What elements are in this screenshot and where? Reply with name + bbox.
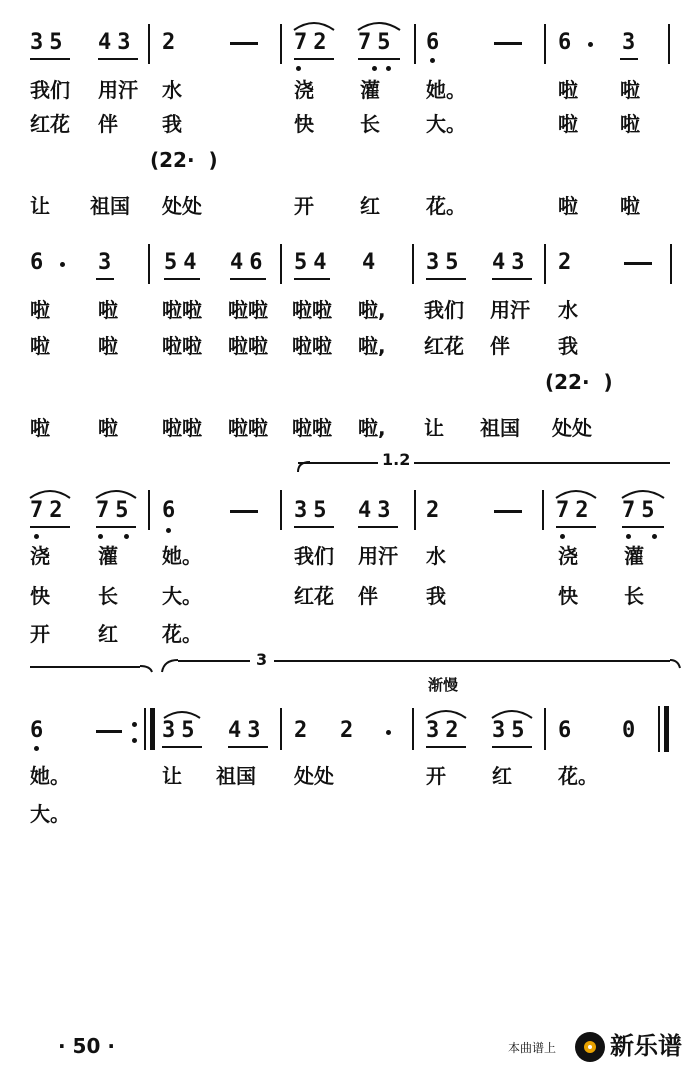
note-group: 43 bbox=[492, 250, 531, 275]
slur bbox=[294, 23, 334, 30]
lyric: 红 bbox=[360, 194, 380, 218]
note-group: 75 bbox=[622, 498, 661, 523]
lyric: 红花 bbox=[424, 334, 464, 358]
slur bbox=[426, 711, 466, 718]
lyric: 啦 bbox=[30, 416, 50, 440]
lyric: 啦啦 bbox=[162, 416, 202, 440]
note-group: 75 bbox=[96, 498, 135, 523]
lyric: 伴 bbox=[98, 112, 118, 136]
lyric: 她。 bbox=[30, 764, 70, 788]
lyric: 啦 bbox=[620, 112, 640, 136]
note-group: 32 bbox=[426, 718, 465, 743]
volta-hook bbox=[162, 660, 178, 672]
parenthetical-notes: (22· ) bbox=[545, 370, 613, 394]
lyric: 水 bbox=[558, 298, 578, 322]
lyric: 啦 bbox=[620, 78, 640, 102]
note: 2 bbox=[558, 250, 572, 275]
lyric: 我们 bbox=[30, 78, 70, 102]
lyric: 花。 bbox=[426, 194, 466, 218]
lyric: 我们 bbox=[424, 298, 464, 322]
lyric: 让 bbox=[30, 194, 50, 218]
lyric: 快 bbox=[30, 584, 50, 608]
lyric: 她。 bbox=[162, 544, 202, 568]
parenthetical-notes: (22· ) bbox=[150, 148, 218, 172]
lyric: 花。 bbox=[558, 764, 598, 788]
volta-hook bbox=[670, 660, 680, 668]
note-group: 72 bbox=[556, 498, 595, 523]
lyric: 啦啦 bbox=[292, 334, 332, 358]
lyric: 啦 bbox=[30, 334, 50, 358]
volta-hook bbox=[298, 462, 310, 472]
note-group: 54 bbox=[294, 250, 333, 275]
note: 2 bbox=[294, 718, 308, 743]
lyric: 红花 bbox=[294, 584, 334, 608]
lyric: 伴 bbox=[490, 334, 510, 358]
volta-label: 1.2 bbox=[382, 450, 411, 469]
note: 2 bbox=[340, 718, 354, 743]
lyric: 长 bbox=[360, 112, 380, 136]
lyric: 灌 bbox=[360, 78, 380, 102]
note-group: 72 bbox=[30, 498, 69, 523]
lyric: 啦 bbox=[30, 298, 50, 322]
volta-label: 3 bbox=[256, 650, 268, 669]
note-group: 35 bbox=[426, 250, 465, 275]
lyric: 我 bbox=[426, 584, 446, 608]
note: 2 bbox=[426, 498, 440, 523]
note-group: 54 bbox=[164, 250, 203, 275]
note-group: 43 bbox=[358, 498, 397, 523]
lyric: 伴 bbox=[358, 584, 378, 608]
lyric: 她。 bbox=[426, 78, 466, 102]
lyric: 啦 bbox=[620, 194, 640, 218]
note: 6 bbox=[558, 30, 572, 55]
note: 3 bbox=[622, 30, 636, 55]
lyric: 快 bbox=[558, 584, 578, 608]
note: 2 bbox=[162, 30, 176, 55]
lyric: 红 bbox=[98, 622, 118, 646]
lyric: 啦 bbox=[558, 194, 578, 218]
lyric: 浇 bbox=[30, 544, 50, 568]
lyric: 处处 bbox=[552, 416, 592, 440]
lyric: 啦 bbox=[558, 112, 578, 136]
lyric: 水 bbox=[162, 78, 182, 102]
lyric: 啦啦 bbox=[292, 416, 332, 440]
lyric: 啦啦 bbox=[162, 298, 202, 322]
slur bbox=[492, 711, 532, 718]
lyric: 啦, bbox=[358, 416, 386, 440]
slur bbox=[556, 491, 596, 498]
lyric: 大。 bbox=[426, 112, 466, 136]
lyric: 用汗 bbox=[358, 544, 398, 568]
site-caption: 本曲谱上 bbox=[508, 1041, 557, 1055]
lyric: 啦, bbox=[358, 298, 386, 322]
volta-hook bbox=[140, 666, 152, 672]
lyric: 我 bbox=[558, 334, 578, 358]
lyric: 红花 bbox=[30, 112, 70, 136]
lyric: 让 bbox=[424, 416, 444, 440]
lyric: 啦啦 bbox=[292, 298, 332, 322]
lyric: 处处 bbox=[294, 764, 334, 788]
lyric: 啦, bbox=[358, 334, 386, 358]
slur bbox=[358, 23, 400, 30]
note-group: 46 bbox=[230, 250, 269, 275]
lyric: 大。 bbox=[162, 584, 202, 608]
lyric: 祖国 bbox=[216, 764, 256, 788]
lyric: 啦啦 bbox=[228, 298, 268, 322]
lyric: 灌 bbox=[98, 544, 118, 568]
note-group: 35 bbox=[294, 498, 333, 523]
lyric: 水 bbox=[426, 544, 446, 568]
lyric: 我们 bbox=[294, 544, 334, 568]
lyric: 啦啦 bbox=[228, 334, 268, 358]
note: 6 bbox=[30, 250, 44, 275]
note: 0 bbox=[622, 718, 636, 743]
lyric: 我 bbox=[162, 112, 182, 136]
lyric: 花。 bbox=[162, 622, 202, 646]
lyric: 啦 bbox=[558, 78, 578, 102]
lyric: 啦啦 bbox=[162, 334, 202, 358]
lyric: 开 bbox=[30, 622, 50, 646]
note: 4 bbox=[362, 250, 376, 275]
site-logo-text[interactable]: 新乐谱 bbox=[610, 1032, 682, 1060]
slur bbox=[622, 491, 664, 498]
slur bbox=[30, 491, 70, 498]
note: 3 bbox=[98, 250, 112, 275]
note: 6 bbox=[30, 718, 44, 743]
lyric: 大。 bbox=[30, 802, 70, 826]
lyric: 浇 bbox=[558, 544, 578, 568]
note-group: 43 bbox=[98, 30, 137, 55]
note-group: 75 bbox=[358, 30, 397, 55]
lyric: 红 bbox=[492, 764, 512, 788]
lyric: 开 bbox=[294, 194, 314, 218]
music-disc-icon bbox=[575, 1032, 605, 1062]
note-group: 35 bbox=[162, 718, 201, 743]
note-group: 43 bbox=[228, 718, 267, 743]
lyric: 啦 bbox=[98, 298, 118, 322]
lyric: 祖国 bbox=[480, 416, 520, 440]
lyric: 祖国 bbox=[90, 194, 130, 218]
slur bbox=[96, 491, 136, 498]
lyric: 长 bbox=[98, 584, 118, 608]
lyric: 让 bbox=[162, 764, 182, 788]
lyric: 长 bbox=[624, 584, 644, 608]
slur bbox=[164, 712, 200, 718]
lyric: 啦 bbox=[98, 334, 118, 358]
note: 6 bbox=[426, 30, 440, 55]
note-group: 35 bbox=[492, 718, 531, 743]
lyric: 用汗 bbox=[490, 298, 530, 322]
note: 6 bbox=[162, 498, 176, 523]
lyric: 开 bbox=[426, 764, 446, 788]
page-number: · 50 · bbox=[58, 1034, 115, 1058]
lyric: 灌 bbox=[624, 544, 644, 568]
lyric: 啦啦 bbox=[228, 416, 268, 440]
note-group: 72 bbox=[294, 30, 333, 55]
lyric: 用汗 bbox=[98, 78, 138, 102]
note: 6 bbox=[558, 718, 572, 743]
lyric: 快 bbox=[294, 112, 314, 136]
lyric: 浇 bbox=[294, 78, 314, 102]
tempo-marking: 渐慢 bbox=[428, 676, 459, 694]
lyric: 处处 bbox=[162, 194, 202, 218]
lyric: 啦 bbox=[98, 416, 118, 440]
note-group: 35 bbox=[30, 30, 69, 55]
